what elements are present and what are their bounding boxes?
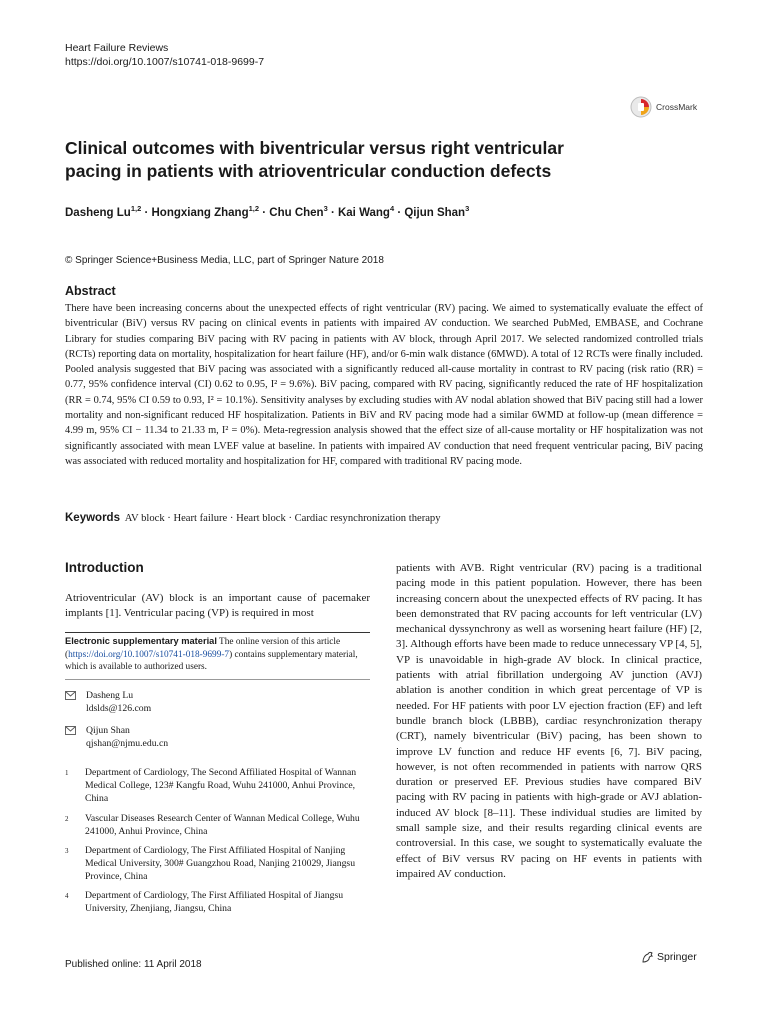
publisher-name: Springer: [657, 951, 697, 963]
supplementary-material-note: [65, 635, 370, 674]
affiliation-entry: [65, 812, 370, 838]
affiliation-text: Department of Cardiology, The First Affiliated Hospital of Nanjing Medical University, 300# Guangzhou Road, Nanjing 210029, Jiangsu Province, China: [85, 845, 356, 882]
keywords-heading: Keywords: [65, 512, 120, 524]
abstract-text: There have been increasing concerns about the unexpected effects of right ventricular (RV) pacing. We aimed to systematically evaluate the effect of biventricular (BiV) versus RV pacing on clinical events in patients with impaired AV conduction. We searched PubMed, EMBASE, and Cochrane Library for studies comparing BiV pacing with RV pacing in patients with AV block, through April 2017. We selected randomized controlled trials (RCTs) reporting data on mortality, hospitalization for heart failure (HF), and/or 6-min walk distance (6MWD). A total of 12 RCTs were finally included. Pooled analysis suggested that BiV pacing was associated with a significantly reduced all-cause mortality in contrast to RV pacing (risk ratio (RR) = 0.77, 95% confidence interval (CI) 0.62 to 0.95, I² = 9.6%). BiV pacing, compared with RV pacing, significantly reduced the rate of HF hospitalization (RR = 0.74, 95% CI 0.59 to 0.93, I² = 10.1%). Sensitivity analyses by excluding studies with AV nodal ablation showed that BiV pacing still had a lower mortality and non-significant reduced HF hospitalization. Patients in BiV and RV pacing mode had a similar 6WMD at follow-up (mean difference = 4.99 m, 95% CI − 11.34 to 21.33 m, I² = 0%). Meta-regression analysis showed that the effect size of all-cause mortality or HF hospitalization was not significantly associated with mean LVEF value at baseline. In patients with impaired AV conduction that need frequent ventricular pacing, BiV pacing was associated with reduced mortality and hospitalization for HF, compared with traditional RV pacing mode.: [65, 303, 703, 467]
author-affiliation-mark: 1,2: [130, 204, 142, 213]
crossmark-badge[interactable]: [630, 94, 710, 120]
affiliation-number: 1: [65, 769, 69, 777]
affiliation-number: 2: [65, 815, 69, 823]
journal-name: Heart Failure Reviews: [65, 42, 169, 54]
copyright-notice: © Springer Science+Business Media, LLC, part of Springer Nature 2018: [65, 255, 384, 266]
supplementary-material-text: The online version of this article (: [65, 637, 341, 660]
affiliation-number: 4: [65, 892, 69, 900]
envelope-icon: [65, 726, 76, 735]
article-title: Clinical outcomes with biventricular versus right ventricular pacing in patients with atrioventricular conduction defects: [65, 138, 564, 181]
author-list: Dasheng Lu$^{1,2}$ · Hongxiang Zhang$^{1,2}$ · Chu Chen$^3$ · Kai Wang$^4$ · Qijun Shan$^3$: [65, 204, 470, 219]
supplementary-material-link[interactable]: https://doi.org/10.1007/s10741-018-9699-7: [68, 649, 230, 660]
correspondence-name: Qijun Shan: [86, 725, 130, 736]
affiliation-text: Vascular Diseases Research Center of Wannan Medical College, Wuhu 241000, Anhui Province, China: [85, 813, 360, 837]
author-name[interactable]: Dasheng Lu: [65, 206, 131, 219]
introduction-paragraph: Atrioventricular (AV) block is an important cause of pacemaker implants [1]. Ventricular pacing (VP) is required in most: [65, 592, 370, 620]
author-name[interactable]: Chu Chen: [269, 206, 324, 219]
introduction-paragraph-continued: patients with AVB. Right ventricular (RV) pacing is a traditional pacing mode in this patient population. However, there has been increasing concern about the unexpected effects of RV pacing. It has been demonstrated that RV pacing accounts for left ventricular (LV) mechanical dyssynchrony as well as worsening heart failure (HF) [2, 3]. Although efforts have been made to reduce unnecessary VP [4, 5], VP is unavoidable in high-grade AV block. In clinical practice, patients with atrial fibrillation undergoing AV junction (AVJ) ablation is another condition in which great percentage of VP is needed. For HF patients with poor LV ejection fraction (EF) and left bundle branch block (LBBB), cardiac resynchronization therapy (CRT), namely biventricular (BiV) pacing, has been shown to improve LV function and reduce HF events [6, 7]. BiV pacing, however, is not often recommended in patients with narrow QRS duration or preserved EF. Previous studies have compared BiV pacing with RV pacing in patients with high-grade or AVJ ablation-induced AV block [8–11]. These individual studies are limited by small sample size, and their results regarding clinical events are controversial. In this case, we sought to systematically evaluate the effect of BiV versus RV pacing on HF events in patients with impaired AV conduction.: [396, 562, 702, 880]
author-name[interactable]: Hongxiang Zhang: [151, 206, 249, 219]
affiliation-entry: [65, 889, 370, 915]
correspondence-entry: [65, 724, 168, 750]
springer-logo: [640, 950, 697, 964]
published-date: Published online: 11 April 2018: [65, 959, 202, 970]
author-affiliation-mark: 3: [323, 204, 328, 213]
supplementary-material-text: ) contains supplementary material, which is available to authorized users.: [65, 649, 358, 672]
envelope-icon: [65, 691, 76, 700]
affiliation-text: Department of Cardiology, The Second Affiliated Hospital of Wannan Medical College, 123# Kangfu Road, Wuhu 241000, Anhui Province, China: [85, 767, 357, 804]
correspondence-name: Dasheng Lu: [86, 690, 134, 701]
abstract-heading: Abstract: [65, 284, 116, 298]
introduction-heading: Introduction: [65, 560, 144, 575]
affiliation-entry: [65, 844, 370, 883]
divider: [65, 632, 370, 633]
affiliation-entry: [65, 766, 370, 805]
keywords-list: AV block · Heart failure · Heart block · Cardiac resynchronization therapy: [124, 513, 441, 524]
affiliation-text: Department of Cardiology, The First Affiliated Hospital of Jiangsu University, Zhenjiang, Jiangsu, China: [85, 890, 344, 914]
author-affiliation-mark: 3: [465, 204, 470, 213]
correspondence-entry: [65, 689, 151, 715]
correspondence-email[interactable]: ldslds@126.com: [86, 703, 152, 714]
divider: [65, 679, 370, 680]
author-name[interactable]: Qijun Shan: [404, 206, 466, 219]
correspondence-email[interactable]: qjshan@njmu.edu.cn: [86, 738, 169, 749]
crossmark-icon: [630, 96, 652, 118]
author-affiliation-mark: 1,2: [248, 204, 260, 213]
crossmark-label: CrossMark: [656, 102, 698, 112]
springer-horse-icon: [640, 950, 654, 964]
keywords: [65, 512, 441, 524]
doi-link[interactable]: https://doi.org/10.1007/s10741-018-9699-7: [65, 56, 265, 68]
author-affiliation-mark: 4: [389, 204, 395, 213]
affiliation-number: 3: [65, 847, 69, 855]
supplementary-material-label: Electronic supplementary material: [65, 636, 217, 646]
author-name[interactable]: Kai Wang: [337, 206, 390, 219]
